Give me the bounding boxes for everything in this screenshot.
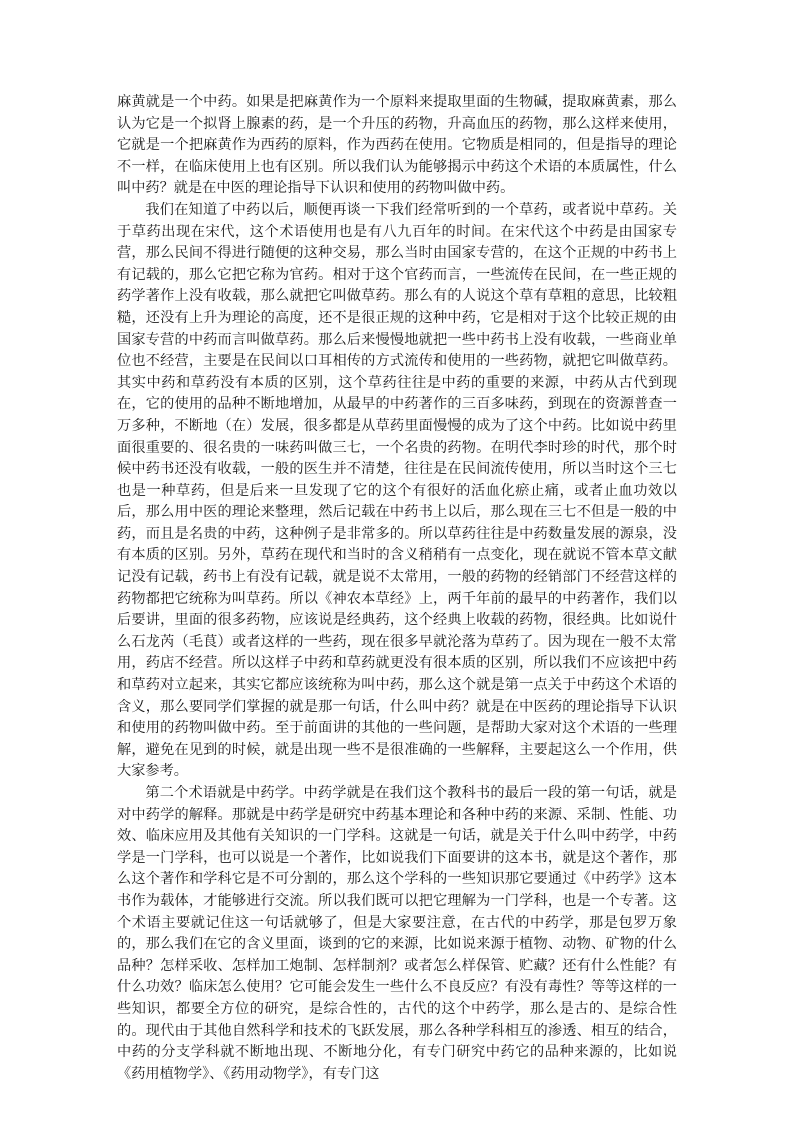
- paragraph-pharmacology-term: 第二个术语就是中药学。中药学就是在我们这个教科书的最后一段的第一句话，就是对中药学的解释。那就是中药学是研究中药基本理论和各种中药的来源、采制、性能、功效、临床应用及其他有关知识的一门学科。这就是一句话，就是关于什么叫中药学，中药学是一门学科，也可以说是一个著作，比如说我们下面要讲的这本书，就是这个著作，那么这个著作和学科它是不可分割的，那么这个学科的一些知识那它要通过《中药学》这本书作为载体，才能够进行交流。所以我们既可以把它理解为一门学科，也是一个专著。这个术语主要就记住这一句话就够了，但是大家要注意，在古代的中药学，那是包罗万象的，那么我们在它的含义里面，谈到的它的来源，比如说来源于植物、动物、矿物的什么品种？怎样采收、怎样加工炮制、怎样制剂？或者怎么样保管、贮藏？还有什么性能？有什么功效？临床怎么使用？它可能会发生一些什么不良反应？有没有毒性？等等这样的一些知识，都要全方位的研究，是综合性的，古代的这个中药学，那么是古的、是综合性的。现代由于其他自然科学和技术的飞跃发展，那么各种学科相互的渗透、相互的结合，中药的分支学科就不断地出现、不断地分化，有专门研究中药它的品种来源的，比如说《药用植物学》、《药用动物学》，有专门这: [117, 785, 677, 1082]
- document-page: [117, 92, 677, 1085]
- paragraph-herbal-medicine: 我们在知道了中药以后，顺便再谈一下我们经常听到的一个草药，或者说中草药。关于草药出现在宋代，这个术语使用也是有八九百年的时间。在宋代这个中药是由国家专营，那么民间不得进行随便的这种交易，那么当时由国家专营的，在这个正规的中药书上有记载的，那么它把它称为官药。相对于这个官药而言，一些流传在民间，在一些正规的药学著作上没有收载，那么就把它叫做草药。那么有的人说这个草有草粗的意思，比较粗糙，还没有上升为理论的高度，还不是很正规的这种中药，它是相对于这个比较正规的由国家专营的中药而言叫做草药。那么后来慢慢地就把一些中药书上没有收载，一些商业单位也不经营，主要是在民间以口耳相传的方式流传和使用的一些药物，就把它叫做草药。其实中药和草药没有本质的区别，这个草药往往是中药的重要的来源，中药从古代到现在，它的使用的品种不断地增加，从最早的中药著作的三百多味药，到现在的资源普查一万多种，不断地（在）发展，很多都是从草药里面慢慢的成为了这个中药。比如说中药里面很重要的、很名贵的一味药叫做三七，一个名贵的药物。在明代李时珍的时代，那个时候中药书还没有收载，一般的医生并不清楚，往往是在民间流传使用，所以当时这个三七也是一种草药，但是后来一旦发现了它的这个有很好的活血化瘀止痛，或者止血功效以后，那么用中医的理论来整理，然后记载在中药书上以后，那么现在三七不但是一般的中药，而且是名贵的中药，这种例子是非常多的。所以草药往往是中药数量发展的源泉，没有本质的区别。另外，草药在现代和当时的含义稍稍有一点变化，现在就说不管本草文献记没有记载，药书上有没有记载，就是说不太常用，一般的药物的经销部门不经营这样的药物都把它统称为叫草药。所以《神农本草经》上，两千年前的最早的中药著作，我们以后要讲，里面的很多药物，应该说是经典药，这个经典上收载的药物，很经典。比如说什么石龙芮（毛茛）或者这样的一些药，现在很多早就沦落为草药了。因为现在一般不太常用，药店不经营。所以这样子中药和草药就更没有很本质的区别，所以我们不应该把中药和草药对立起来，其实它都应该统称为叫中药，那么这个就是第一点关于中药这个术语的含义，那么要同学们掌握的就是那一句话，什么叫中药？就是在中医药的理论指导下认识和使用的药物叫做中药。至于前面讲的其他的一些问题，是帮助大家对这个术语的一些理解，避免在见到的时候，就是出现一些不是很准确的一些解释，主要起这么一个作用，供大家参考。: [117, 201, 677, 780]
- paragraph-mahuang-definition: 麻黄就是一个中药。如果是把麻黄作为一个原料来提取里面的生物碱，提取麻黄素，那么认为它是一个拟肾上腺素的药，是一个升压的药物，升高血压的药物，那么这样来使用，它就是一个把麻黄作为西药的原料，作为西药在使用。它物质是相同的，但是指导的理论不一样，在临床使用上也有区别。所以我们认为能够揭示中药这个术语的本质属性，什么叫中药？就是在中医的理论指导下认识和使用的药物叫做中药。: [117, 94, 677, 197]
